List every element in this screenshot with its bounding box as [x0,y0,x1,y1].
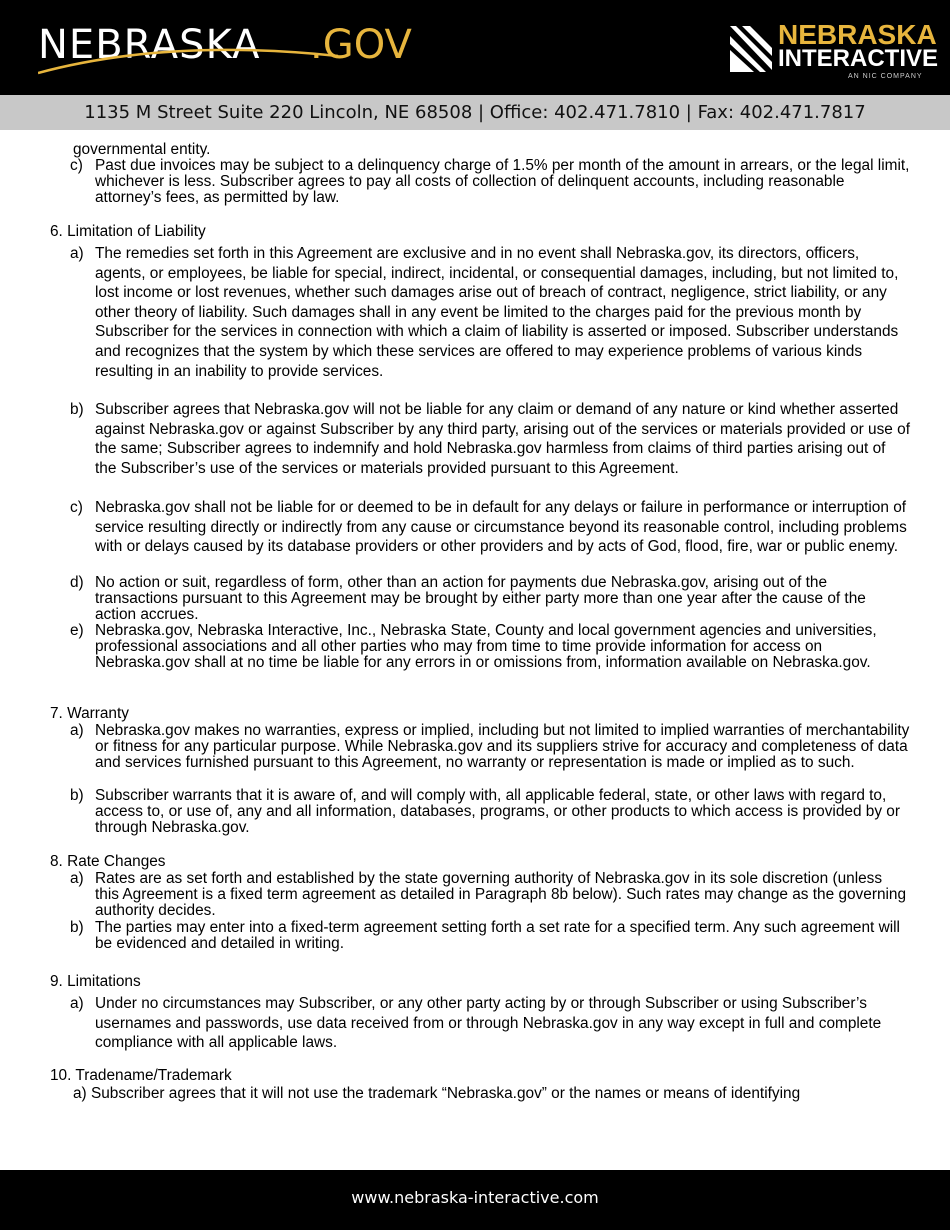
footer-url-link[interactable]: www.nebraska-interactive.com [351,1188,599,1207]
clause-10a: a) Subscriber agrees that it will not use the trademark “Nebraska.gov” or the names or means of identifying [73,1085,801,1102]
clause-text: No action or suit, regardless of form, other than an action for payments due Nebraska.gov, arising out of the transactions pursuant to this Agreement may be brought by either party more than one year after the cause of the action accrues. [95,574,866,623]
section-10-heading: 10. Tradename/Trademark [50,1067,232,1084]
clause-label: a) [70,995,84,1012]
address-bar: 1135 M Street Suite 220 Lincoln, NE 68508 | Office: 402.471.7810 | Fax: 402.471.7817 [0,95,950,130]
clause-label: d) [70,574,84,591]
clause-text: Rates are as set forth and established by the state governing authority of Nebraska.gov in its sole discretion (unless this Agreement is a fixed term agreement as detailed in Paragraph 8b below). Such rates may change as the governing authority decides. [95,870,907,919]
logo-suffix-text: .GOV [310,22,412,68]
clause-text: The parties may enter into a fixed-term agreement setting forth a set rate for a specified term. Any such agreement will be evidenced and detailed in writing. [95,919,900,952]
clause-text: Under no circumstances may Subscriber, or any other party acting by or through Subscriber or using Subscriber’s usernames and passwords, use data received from or through Nebraska.gov in any way except in full and complete compliance with all applicable laws. [95,995,882,1052]
clause-label: e) [70,622,84,639]
continuation-text: governmental entity. [73,141,211,158]
clause-label: a) [70,245,84,262]
brand-line-1: NEBRASKA [778,19,937,50]
page-footer [0,1170,950,1230]
clause-text: Past due invoices may be subject to a delinquency charge of 1.5% per month of the amount in arrears, or the legal limit, whichever is less. Subscriber agrees to pay all costs of collection of delinquent accounts, including reasonable attorney’s fees, as permitted by law. [95,157,910,206]
clause-label: c) [70,499,83,516]
clause-text: Subscriber agrees that Nebraska.gov will not be liable for any claim or demand of any nature or kind whether asserted against Nebraska.gov or against Subscriber by any third party, arising out of the services or materials provided or use of the same; Subscriber agrees to indemnify and hold Nebraska.gov harmless from claims of third parties arising out of the Subscriber’s use of the services or materials provided pursuant to this Agreement. [95,401,910,477]
clause-text: Nebraska.gov, Nebraska Interactive, Inc., Nebraska State, County and local government agencies and universities, professional associations and all other parties who may from time to time provide information for access on Nebraska.gov shall at no time be liable for any errors in or omissions from, information available on Nebraska.gov. [95,622,877,671]
section-6-heading: 6. Limitation of Liability [50,223,206,240]
nebraska-interactive-logo [728,19,939,82]
clause-text: Nebraska.gov makes no warranties, express or implied, including but not limited to implied warranties of merchantability or fitness for any particular purpose. While Nebraska.gov and its suppliers strive for accuracy and completeness of data and services furnished pursuant to this Agreement, no warranty or representation is made or implied as to such. [95,722,910,771]
logo-main-text: NEBRASKA [38,22,261,68]
brand-line-2: INTERACTIVE [778,45,939,72]
logo-swoosh-icon [38,18,398,78]
brand-tagline: AN NIC COMPANY [848,73,923,80]
brand-mark-icon [728,22,774,74]
clause-text: Nebraska.gov shall not be liable for or deemed to be in default for any delays or failure in performance or interruption of service resulting directly or indirectly from any cause or circumstance beyond its reasonable control, including problems with or delays caused by its database providers or other providers and by acts of God, flood, fire, war or public enemy. [95,499,907,556]
clause-label: b) [70,919,84,936]
section-7-heading: 7. Warranty [50,705,129,722]
clause-label: c) [70,157,83,174]
clause-label: a) [70,870,84,887]
section-9-heading: 9. Limitations [50,973,141,990]
clause-text: The remedies set forth in this Agreement are exclusive and in no event shall Nebraska.gov, its directors, officers, agents, or employees, be liable for special, indirect, incidental, or consequential damages, including, but not limited to, lost income or lost revenues, whether such damages arise out of breach of contract, negligence, strict liability, or any other theory of liability. Such damages shall in any event be limited to the charges paid for the previous month by Subscriber for the services in connection with which a claim of liability is asserted or imposed. Subscriber understands and recognizes that the system by which these services are offered to may experience problems of various kinds resulting in an inability to provide services. [95,245,899,380]
clause-label: b) [70,787,84,804]
clause-label: a) [70,722,84,739]
clause-label: b) [70,401,84,418]
section-8-heading: 8. Rate Changes [50,853,166,870]
clause-text: Subscriber warrants that it is aware of, and will comply with, all applicable federal, state, or other laws with regard to, access to, or use of, any and all information, databases, programs, or other products to which access is provided by or through Nebraska.gov. [95,787,900,836]
page-header [0,0,950,95]
